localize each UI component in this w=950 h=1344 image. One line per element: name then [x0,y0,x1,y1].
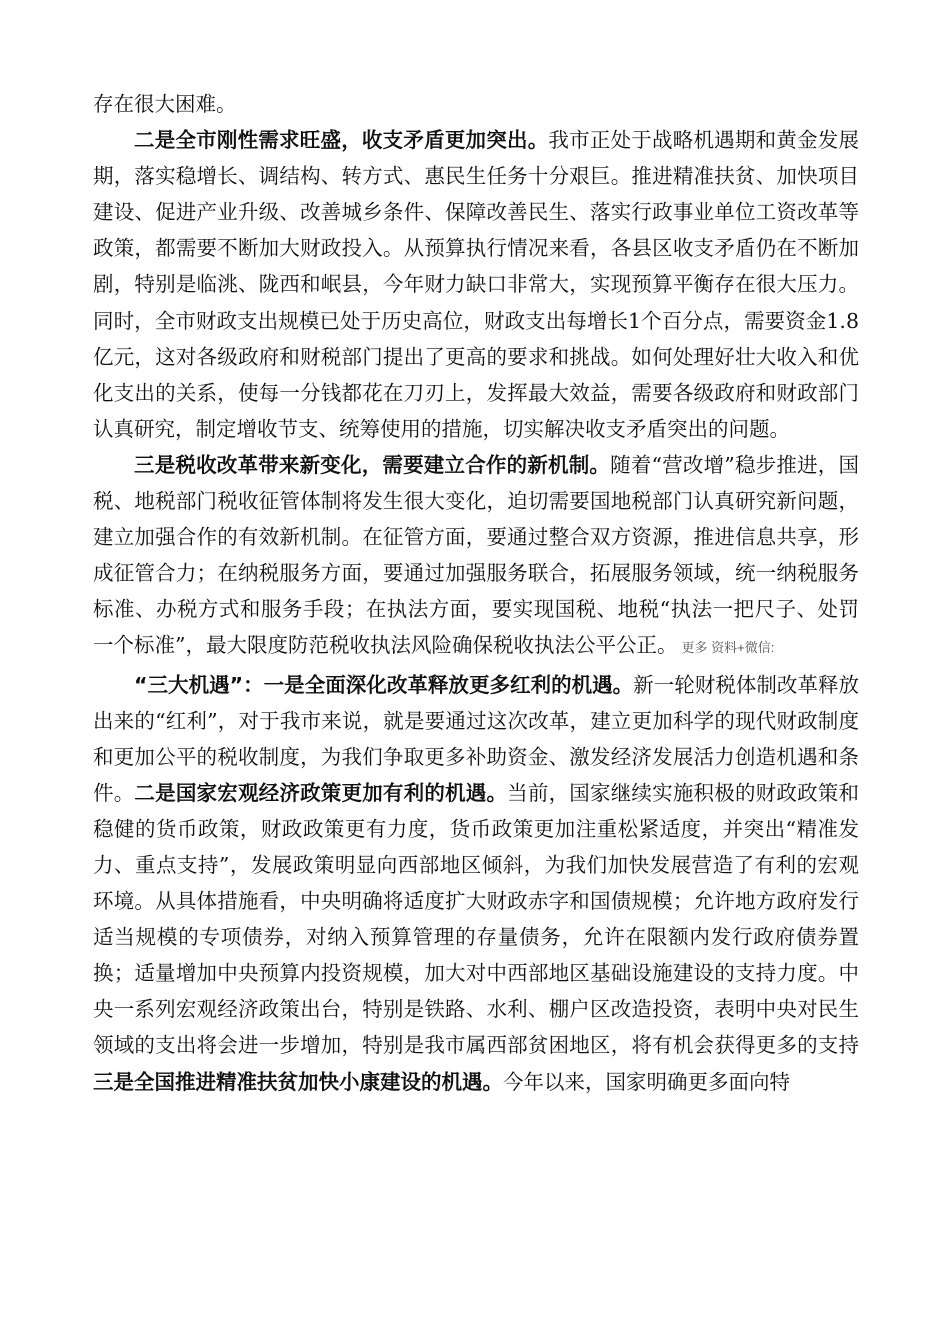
paragraph-text: 今年以来，国家明确更多面向特 [503,1069,790,1094]
paragraph-continuation [93,86,859,122]
paragraph-heading: 三是全国推进精准扶贫加快小康建设的机遇。 [93,1069,503,1094]
paragraph-text: 随着“营改增”稳步推进，国税、地税部门税收征管体制将发生很大变化，迫切需要国地税部门认真研究新问题，建立加强合作的有效新机制。在征管方面，要通过整合双方资源，推进信息共享，形成征管合力；在纳税服务方面，要通过加强服务联合，拓展服务领域，统一纳税服务标准、办税方式和服务手段；在执法方面，要实现国税、地税“执法一把尺子、处罚一个标准”，最大限度防范税收执法风险确保税收执法公平公正。 [93,452,859,658]
watermark-note: 更多 资料+微信: [681,640,775,656]
paragraph-heading: 二是全市刚性需求旺盛，收支矛盾更加突出。 [134,128,549,153]
paragraph-text: 当前，国家继续实施积极的财政政策和稳健的货币政策，财政政策更有力度，货币政策更加注重松紧适度，并突出“精准发力、重点支持”，发展政策明显向西部地区倾斜，为我们加快发展营造了有利的宏观环境。从具体措施看，中央明确将适度扩大财政赤字和国债规模；允许地方政府发行适当规模的专项债券，对纳入预算管理的存量债务，允许在限额内发行政府债券置换；适量增加中央预算内投资规模，加大对中西部地区基础设施建设的支持力度。中央一系列宏观经济政策出台，特别是铁路、水利、棚户区改造投资，表明中央对民生领域的支出将会进一步增加，特别是我市属西部贫困地区，将有机会获得更多的支持 [93,780,860,1058]
paragraph-three-opportunities [93,667,859,1100]
document-body [93,86,859,1100]
paragraph-text: 我市正处于战略机遇期和黄金发展期，落实稳增长、调结构、转方式、惠民生任务十分艰巨。推进精准扶贫、加快项目建设、促进产业升级、改善城乡条件、保障改善民生、落实行政事业单位工资改革等政策，都需要不断加大财政投入。从预算执行情况来看，各县区收支矛盾仍在不断加剧，特别是临洮、陇西和岷县，今年财力缺口非常大，实现预算平衡存在很大压力。同时，全市财政支出规模已处于历史高位，财政支出每增长1个百分点，需要资金1.8亿元，这对各级政府和财税部门提出了更高的要求和挑战。如何处理好壮大收入和优化支出的关系，使每一分钱都花在刀刃上，发挥最大效益，需要各级政府和财政部门认真研究，制定增收节支、统筹使用的措施，切实解决收支矛盾突出的问题。 [93,128,860,441]
paragraph-text: 存在很大困难。 [93,92,237,116]
paragraph-tax-reform [93,447,859,667]
paragraph-heading: “三大机遇”：一是全面深化改革释放更多红利的机遇。 [134,672,634,697]
paragraph-heading: 二是国家宏观经济政策更加有利的机遇。 [134,780,508,805]
paragraph-rigid-demand [93,122,859,447]
paragraph-text: 新一轮财税体制改革释放出来的“红利”，对于我市来说，就是要通过这次改革，建立更加科学的现代财政制度和更加公平的税收制度，为我们争取更多补助资金、激发经济发展活力创造机遇和条件。 [93,672,860,805]
paragraph-heading: 三是税收改革带来新变化，需要建立合作的新机制。 [134,452,611,477]
